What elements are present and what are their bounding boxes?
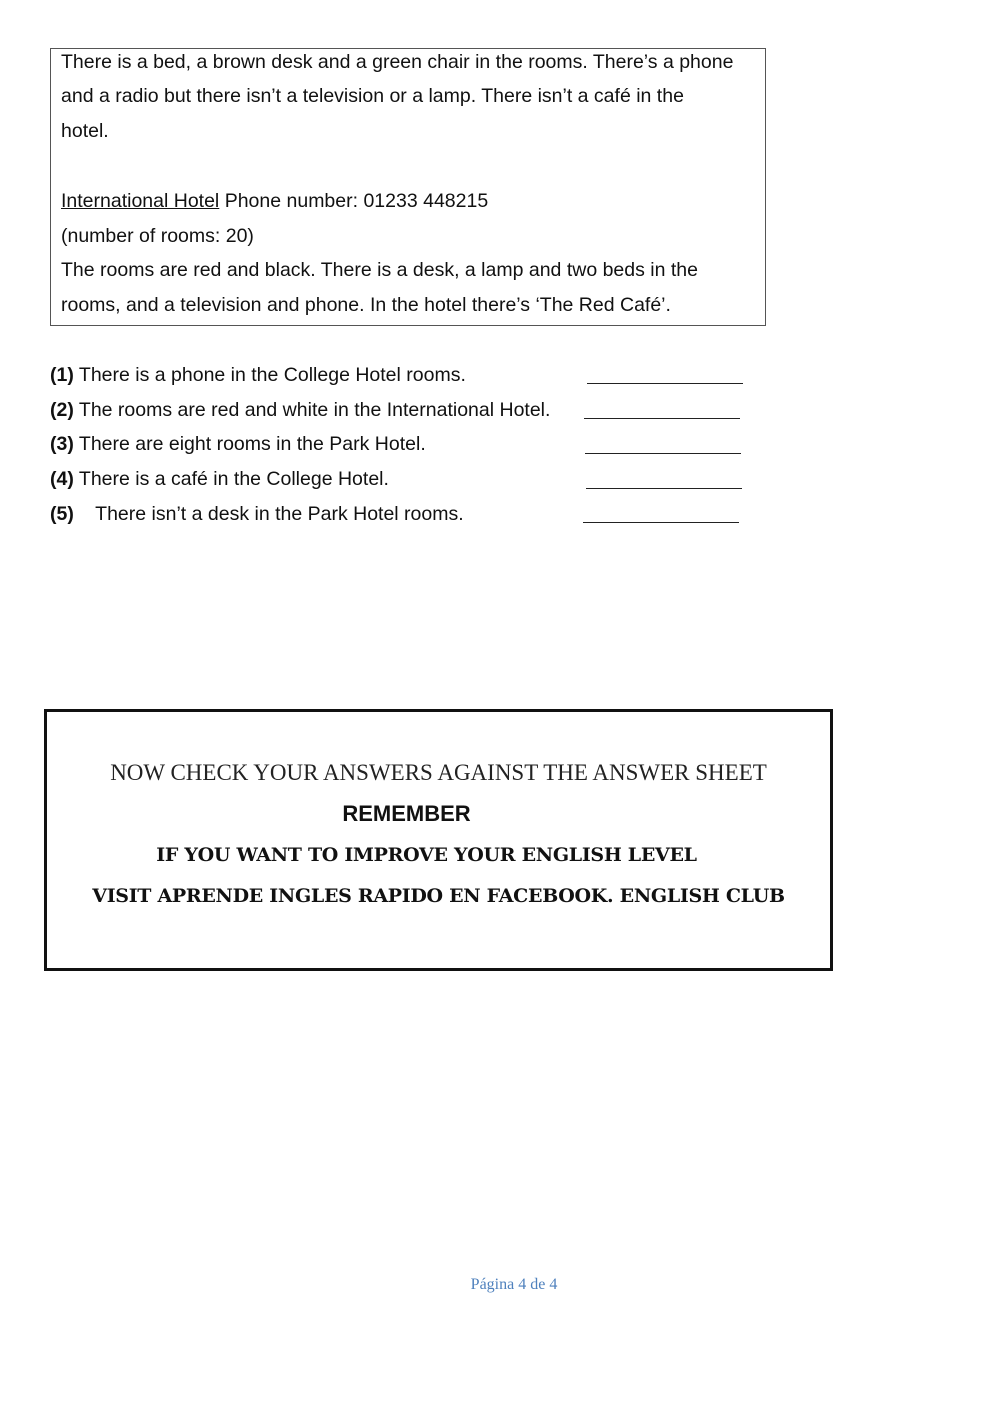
notice-visit: VISIT APRENDE INGLES RAPIDO EN FACEBOOK. ENGLISH CLUB [92, 885, 785, 907]
question-5 [50, 502, 464, 526]
answer-line-1[interactable] [587, 383, 743, 384]
page-number: Página 4 de 4 [470, 1276, 558, 1293]
notice-remember: REMEMBER [342, 801, 471, 826]
question-number: (3) [50, 433, 74, 455]
question-3 [50, 432, 426, 456]
reading-line: and a radio but there isn’t a television or a lamp. There isn’t a café in the [61, 85, 684, 107]
question-number: (5) [50, 503, 74, 525]
reading-line: The rooms are red and black. There is a desk, a lamp and two beds in the [61, 259, 698, 281]
question-number: (4) [50, 468, 74, 490]
question-2 [50, 398, 550, 422]
answer-line-3[interactable] [585, 453, 741, 454]
rooms-count: (number of rooms: 20) [61, 225, 254, 247]
question-number: (2) [50, 399, 74, 421]
answer-line-2[interactable] [584, 418, 740, 419]
hotel-heading [61, 189, 488, 213]
reading-line: There is a bed, a brown desk and a green chair in the rooms. There’s a phone [61, 51, 734, 73]
answer-line-4[interactable] [586, 488, 742, 489]
question-number: (1) [50, 364, 74, 386]
question-text: There is a café in the College Hotel. [73, 468, 389, 490]
question-text: There isn’t a desk in the Park Hotel rooms. [73, 503, 464, 525]
question-text: There is a phone in the College Hotel rooms. [73, 364, 466, 386]
notice-improve: IF YOU WANT TO IMPROVE YOUR ENGLISH LEVEL [156, 844, 697, 866]
notice-box [44, 709, 833, 971]
reading-line: hotel. [61, 120, 109, 142]
question-1 [50, 363, 466, 387]
question-text: The rooms are red and white in the International Hotel. [73, 399, 551, 421]
question-text: There are eight rooms in the Park Hotel. [73, 433, 426, 455]
notice-check-answers: NOW CHECK YOUR ANSWERS AGAINST THE ANSWER SHEET [110, 760, 767, 785]
reading-line: rooms, and a television and phone. In the hotel there’s ‘The Red Café’. [61, 294, 671, 316]
answer-line-5[interactable] [583, 522, 739, 523]
hotel-phone: Phone number: 01233 448215 [219, 190, 489, 212]
hotel-name: International Hotel [61, 190, 220, 212]
question-4 [50, 467, 389, 491]
reading-text-box [50, 48, 766, 326]
